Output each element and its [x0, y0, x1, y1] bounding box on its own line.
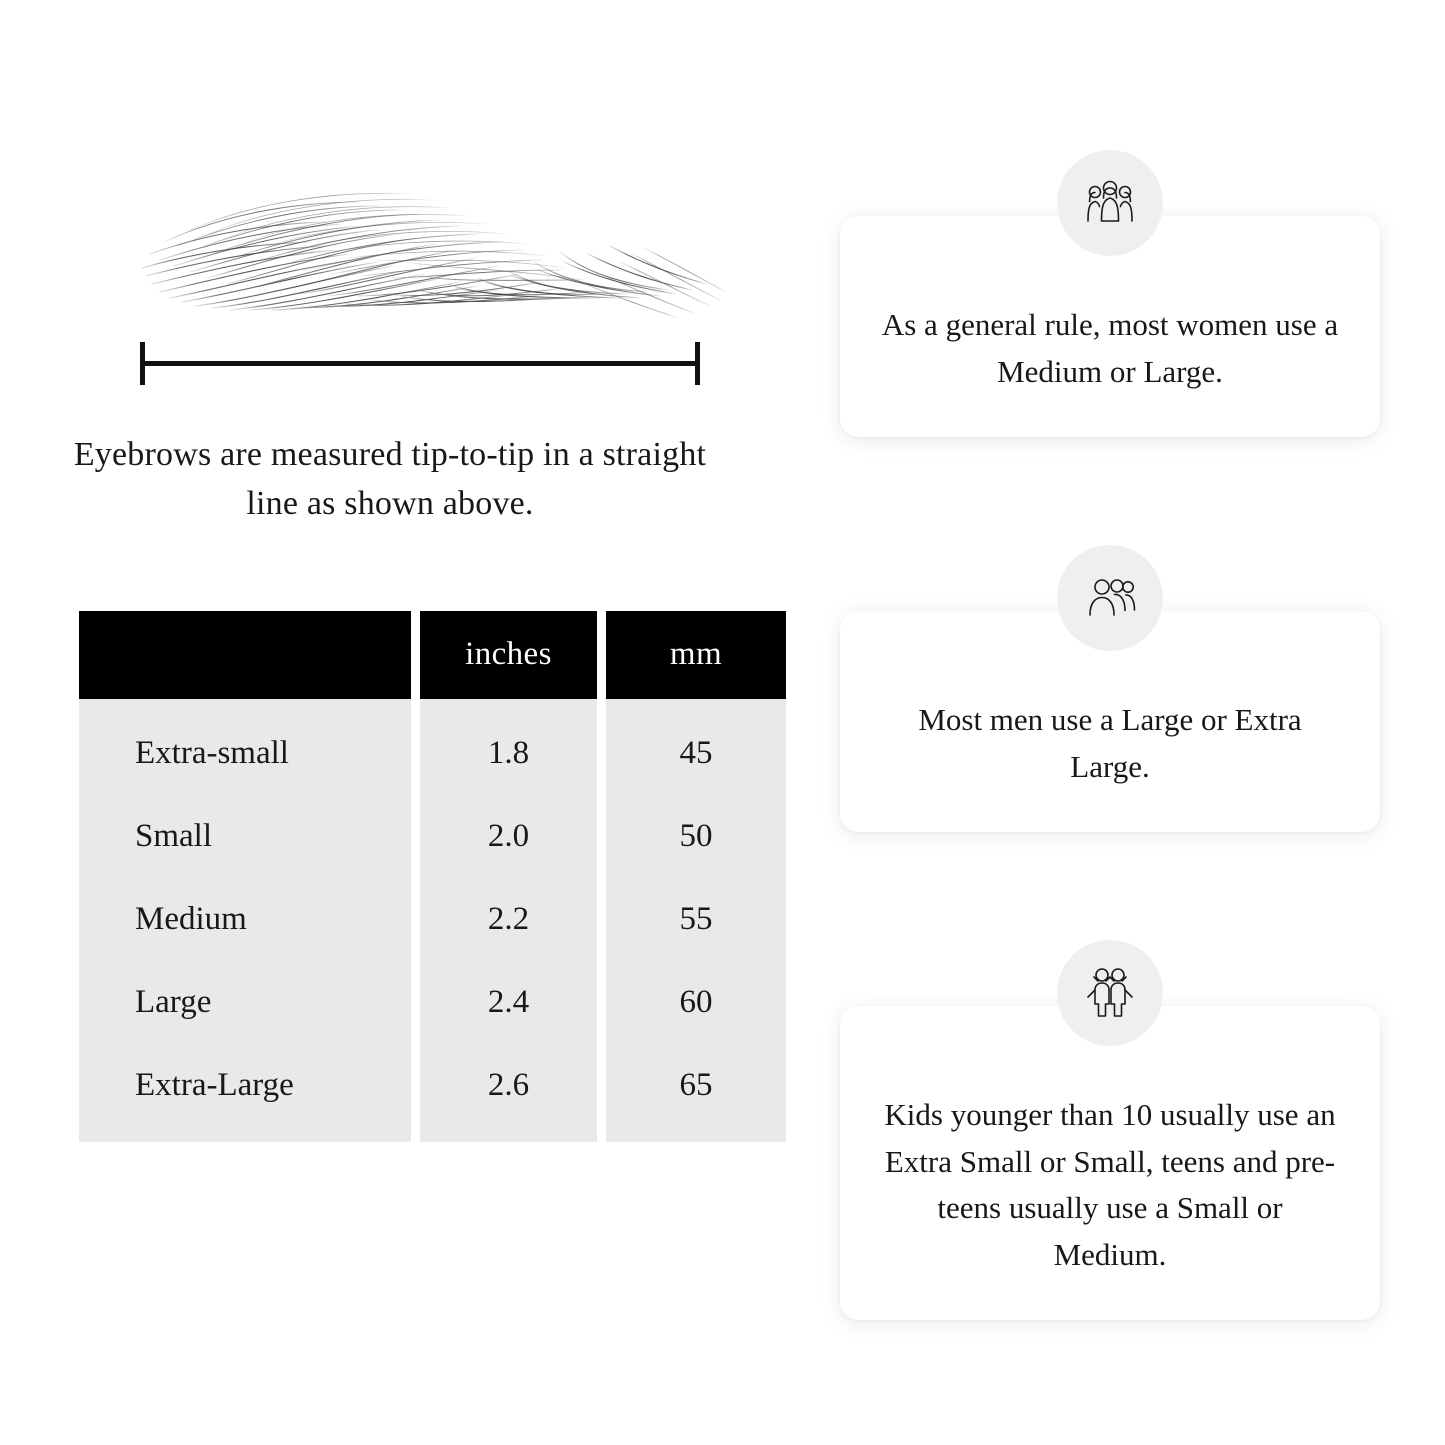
note-card-kids: [840, 1006, 1380, 1320]
eyebrow-illustration: [120, 150, 740, 330]
right-column: [840, 150, 1380, 1320]
left-column: [70, 150, 770, 1142]
table-header-mm: mm: [606, 611, 786, 699]
measure-bar-left-cap: [140, 342, 145, 385]
table-row: [79, 795, 786, 878]
table-row: [79, 961, 786, 1044]
cell-inches: 1.8: [420, 699, 597, 795]
note-card-women: [840, 216, 1380, 437]
kids-group-icon: [1057, 940, 1163, 1046]
cell-mm: 60: [606, 961, 786, 1044]
table-header-size: [79, 611, 411, 699]
note-text: As a general rule, most women use a Medium or Large.: [881, 307, 1339, 389]
measurement-caption: Eyebrows are measured tip-to-tip in a straight line as shown above.: [73, 436, 707, 523]
cell-inches: 2.4: [420, 961, 597, 1044]
cell-inches: 2.2: [420, 878, 597, 961]
cell-inches: 2.6: [420, 1044, 597, 1142]
cell-mm: 45: [606, 699, 786, 795]
cell-size: Extra-Large: [79, 1044, 411, 1142]
table-row: [79, 699, 786, 795]
table-row: [79, 1044, 786, 1142]
cell-mm: 65: [606, 1044, 786, 1142]
size-table-head: [79, 611, 786, 699]
cell-size: Medium: [79, 878, 411, 961]
cell-size: Extra-small: [79, 699, 411, 795]
cell-inches: 2.0: [420, 795, 597, 878]
note-card-men: [840, 611, 1380, 832]
measure-bar-right-cap: [695, 342, 700, 385]
women-group-icon: [1057, 150, 1163, 256]
cell-size: Small: [79, 795, 411, 878]
table-header-inches: inches: [420, 611, 597, 699]
note-text: Kids younger than 10 usually use an Extra Small or Small, teens and pre-teens usually use a Small or Medium.: [884, 1097, 1336, 1272]
table-header-row: [79, 611, 786, 699]
size-table: [70, 611, 795, 1142]
table-row: [79, 878, 786, 961]
cell-size: Large: [79, 961, 411, 1044]
note-text: Most men use a Large or Extra Large.: [918, 702, 1302, 784]
men-group-icon: [1057, 545, 1163, 651]
measure-bar-line: [140, 361, 700, 366]
tip-to-tip-measure-bar: [140, 342, 700, 382]
cell-mm: 55: [606, 878, 786, 961]
size-table-body: [79, 699, 786, 1142]
cell-mm: 50: [606, 795, 786, 878]
